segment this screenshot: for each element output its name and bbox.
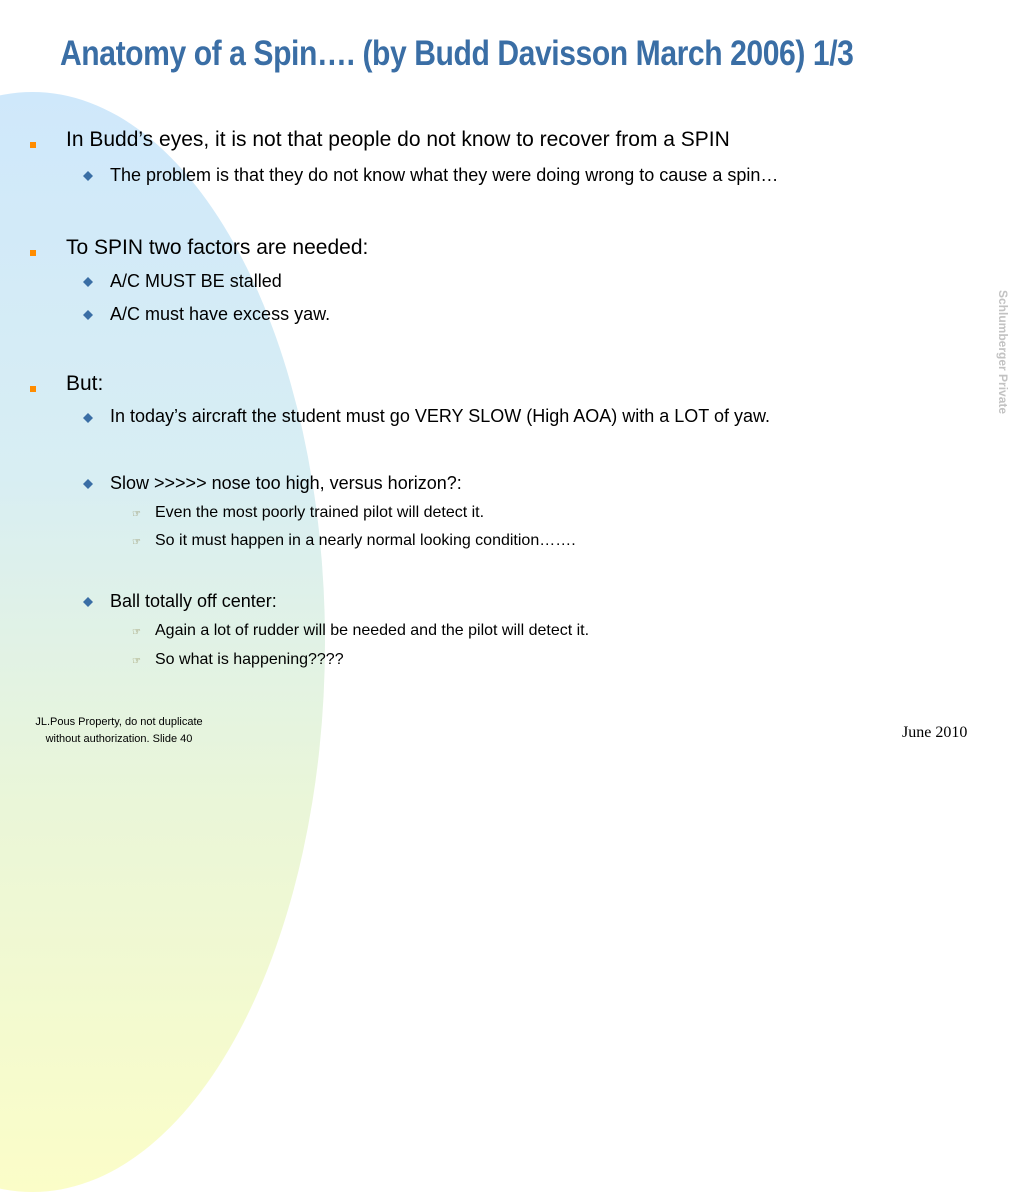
sub-bullet-text: A/C must have excess yaw. <box>110 304 331 324</box>
pointing-hand-icon: ☞ <box>132 537 141 548</box>
diamond-bullet-icon <box>82 309 94 321</box>
square-bullet-icon <box>30 250 36 256</box>
diamond-bullet-icon <box>82 412 94 424</box>
sub-bullet-text: In today’s aircraft the student must go VERY SLOW (High AOA) with a LOT of yaw. <box>110 406 770 426</box>
sub-sub-bullet-text: So it must happen in a nearly normal looking condition……. <box>155 532 576 549</box>
footer-line-2: without authorization. Slide 40 <box>45 733 193 745</box>
sub-bullet-text: Slow >>>>> nose too high, versus horizon?: <box>110 473 462 493</box>
diamond-bullet-icon <box>82 276 94 288</box>
square-bullet-icon <box>30 142 36 148</box>
sub-sub-bullet-text: Again a lot of rudder will be needed and the pilot will detect it. <box>155 622 590 639</box>
diamond-bullet-icon <box>82 170 94 182</box>
diamond-bullet-icon <box>82 596 94 608</box>
sub-bullet-text: A/C MUST BE stalled <box>110 271 282 291</box>
sub-sub-bullet-text: Even the most poorly trained pilot will detect it. <box>155 504 485 521</box>
sub-bullet-text: Ball totally off center: <box>110 591 277 611</box>
square-bullet-icon <box>30 386 36 392</box>
slide-title: Anatomy of a Spin…. (by Budd Davisson March 2006) 1/3 <box>60 34 854 73</box>
bullet-text: In Budd’s eyes, it is not that people do not know to recover from a SPIN <box>66 128 730 151</box>
pointing-hand-icon: ☞ <box>132 509 141 520</box>
diamond-bullet-icon <box>82 478 94 490</box>
pointing-hand-icon: ☞ <box>132 656 141 667</box>
footer-line-1: JL.Pous Property, do not duplicate <box>35 716 203 728</box>
pointing-hand-icon: ☞ <box>132 627 141 638</box>
sub-sub-bullet-text: So what is happening???? <box>155 651 344 668</box>
footer-date: June 2010 <box>902 724 968 741</box>
bullet-text: To SPIN two factors are needed: <box>66 236 369 259</box>
sub-bullet-text: The problem is that they do not know what they were doing wrong to cause a spin… <box>110 165 779 185</box>
side-classification-label: Schlumberger Private <box>996 290 1010 415</box>
bullet-text: But: <box>66 372 104 395</box>
